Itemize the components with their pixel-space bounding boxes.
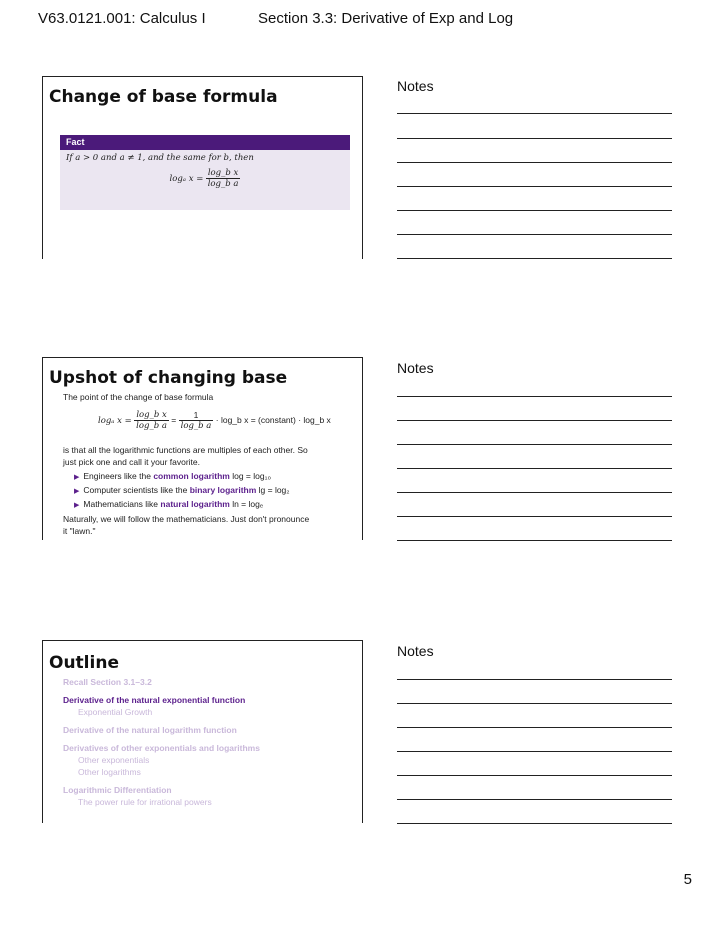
notes-line <box>397 751 672 752</box>
notes-line <box>397 540 672 541</box>
notes-line <box>397 444 672 445</box>
closing-line-2: it "lawn." <box>63 526 96 536</box>
triangle-bullet-icon: ▶ <box>74 488 80 495</box>
page-number: 5 <box>683 871 692 888</box>
notes-line <box>397 396 672 397</box>
bullet-pre: Computer scientists like the <box>83 485 190 495</box>
bullet-post: log = log₁₀ <box>229 471 271 481</box>
para-line-1: is that all the logarithmic functions are multiples of each other. So <box>63 445 308 455</box>
formula-denominator: log_b a <box>207 179 239 189</box>
notes-label: Notes <box>397 78 434 94</box>
eq-f1-num: log_b x <box>134 410 169 421</box>
bullet-pre: Mathematicians like <box>83 499 161 509</box>
slide-title: Upshot of changing base <box>49 368 288 388</box>
notes-line <box>397 258 672 259</box>
eq-f1-den: log_b a <box>136 421 167 431</box>
bullet-term: common logarithm <box>153 471 230 481</box>
formula-numerator: log_b x <box>206 168 241 179</box>
bullet-post: ln = logₑ <box>229 499 264 509</box>
course-header: V63.0121.001: Calculus I <box>38 10 206 27</box>
notes-line <box>397 162 672 163</box>
notes-line <box>397 727 672 728</box>
notes-line <box>397 679 672 680</box>
slide-outline <box>42 640 363 823</box>
slide-upshot <box>42 357 363 540</box>
bullet-pre: Engineers like the <box>83 471 154 481</box>
eq-equals: = <box>171 414 177 425</box>
notes-line <box>397 420 672 421</box>
change-of-base-formula <box>60 168 350 189</box>
notes-line <box>397 113 672 114</box>
notes-line <box>397 468 672 469</box>
notes-line <box>397 492 672 493</box>
notes-line <box>397 234 672 235</box>
eq-fraction-2 <box>179 410 214 431</box>
outline-subitem: Exponential Growth <box>78 707 153 717</box>
bullet-item <box>74 499 263 509</box>
notes-line <box>397 823 672 824</box>
outline-item: Derivative of the natural logarithm function <box>63 725 237 735</box>
notes-line <box>397 138 672 139</box>
para-line-2: just pick one and call it your favorite. <box>63 457 201 467</box>
eq-fraction-1 <box>134 410 169 431</box>
outline-item: Derivatives of other exponentials and logarithms <box>63 743 260 753</box>
notes-line <box>397 516 672 517</box>
fact-label: Fact <box>60 135 350 150</box>
bullet-term: binary logarithm <box>189 485 257 495</box>
bullet-term: natural logarithm <box>160 499 230 509</box>
slide-title: Outline <box>49 653 119 673</box>
eq-lhs: logₐ x = <box>98 415 132 426</box>
outline-subitem: The power rule for irrational powers <box>78 797 212 807</box>
outline-item: Recall Section 3.1–3.2 <box>63 677 152 687</box>
outline-subitem: Other logarithms <box>78 767 141 777</box>
slide-title: Change of base formula <box>49 87 278 107</box>
section-header: Section 3.3: Derivative of Exp and Log <box>258 10 514 27</box>
notes-line <box>397 775 672 776</box>
triangle-bullet-icon: ▶ <box>74 502 80 509</box>
bullet-post: lg = log₂ <box>256 485 290 495</box>
fact-box <box>60 135 350 210</box>
upshot-equation <box>98 410 331 431</box>
outline-item-active: Derivative of the natural exponential function <box>63 695 246 705</box>
fact-text: If a > 0 and a ≠ 1, and the same for b, then <box>66 153 254 163</box>
triangle-bullet-icon: ▶ <box>74 474 80 481</box>
eq-rhs: · log_b x = (constant) · log_b x <box>215 414 331 425</box>
eq-f2-num: 1 <box>179 410 214 421</box>
outline-subitem: Other exponentials <box>78 755 150 765</box>
notes-label: Notes <box>397 643 434 659</box>
slide-change-of-base <box>42 76 363 259</box>
notes-line <box>397 186 672 187</box>
formula-fraction <box>206 168 241 189</box>
intro-text: The point of the change of base formula <box>63 392 214 402</box>
notes-line <box>397 210 672 211</box>
eq-f2-den: log_b a <box>180 421 212 431</box>
bullet-item <box>74 471 271 481</box>
notes-label: Notes <box>397 360 434 376</box>
bullet-item <box>74 485 290 495</box>
closing-line-1: Naturally, we will follow the mathematicians. Just don't pronounce <box>63 514 310 524</box>
notes-line <box>397 703 672 704</box>
outline-item: Logarithmic Differentiation <box>63 785 172 795</box>
formula-lhs: logₐ x = <box>169 173 204 184</box>
notes-line <box>397 799 672 800</box>
